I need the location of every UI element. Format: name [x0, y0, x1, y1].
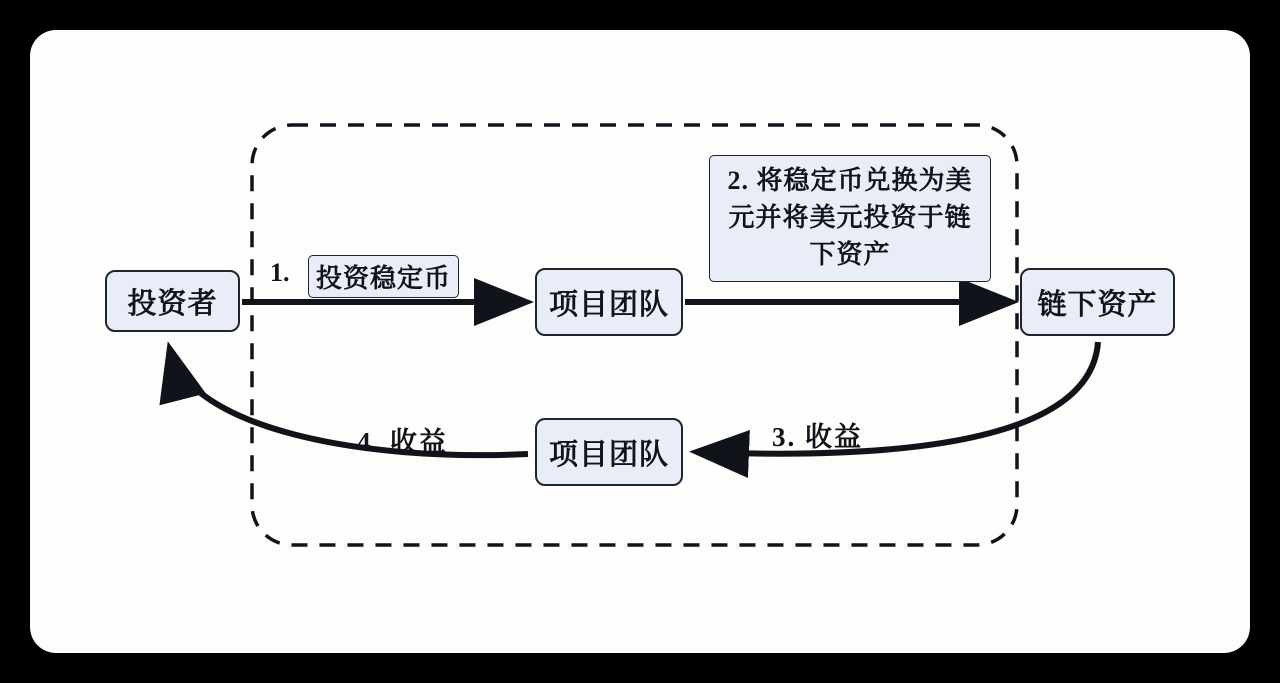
edge-step3-arrow [698, 342, 1098, 454]
node-team-bottom-label: 项目团队 [548, 438, 669, 471]
node-team-top [535, 268, 683, 336]
node-team-top-label: 项目团队 [548, 288, 669, 321]
edge-label-step4: 4. 收益 [357, 427, 448, 457]
node-investor [105, 270, 240, 332]
edge-label-step1: 投资稳定币 [308, 255, 459, 298]
edge-label-step3: 3. 收益 [772, 422, 863, 452]
node-team-bottom [535, 418, 683, 486]
edge-label-step2: 2. 将稳定币兑换为美元并将美元投资于链下资产 [709, 155, 991, 282]
node-offchain-asset-label: 链下资产 [1037, 288, 1158, 321]
node-investor-label: 投资者 [127, 287, 218, 320]
diagram-svg [30, 30, 1250, 653]
diagram-card [30, 30, 1250, 653]
edge-label-step1-number: 1. [270, 258, 290, 287]
edge-step4-arrow [170, 350, 528, 455]
node-offchain-asset [1020, 268, 1175, 336]
